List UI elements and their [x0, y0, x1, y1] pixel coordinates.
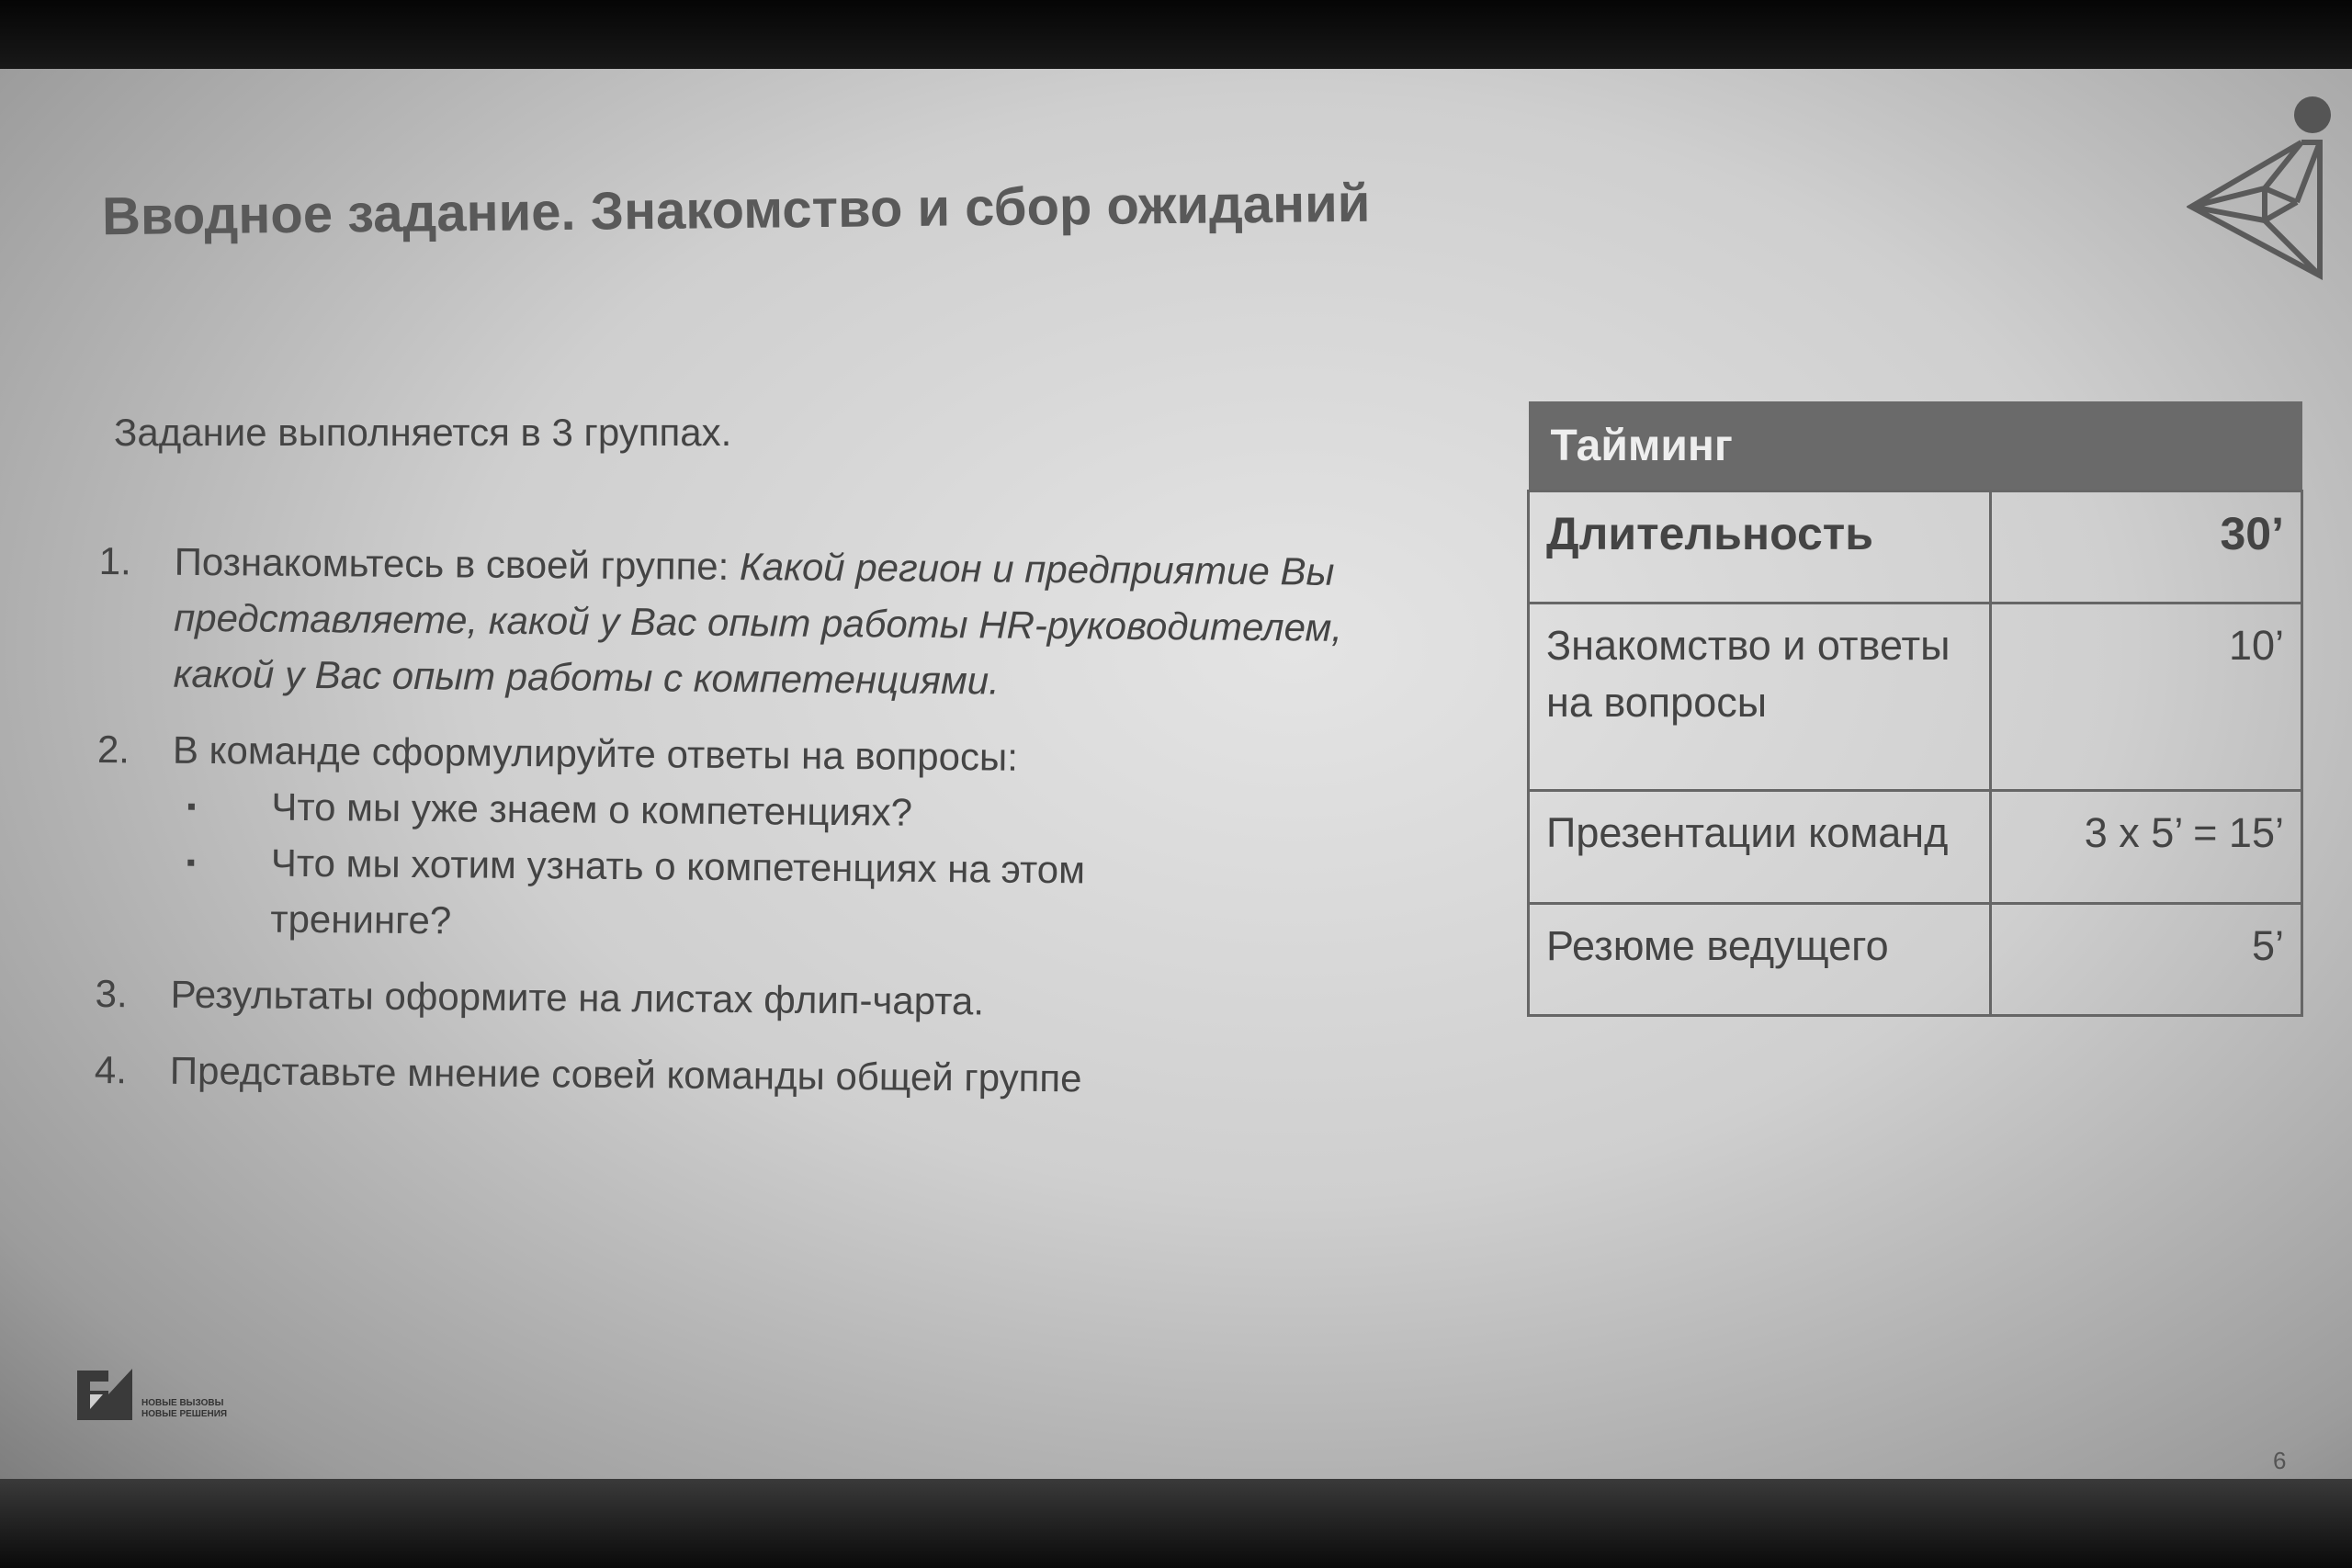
- item-number: 1.: [98, 538, 131, 583]
- row-label: Знакомство и ответы на вопросы: [1529, 604, 1991, 791]
- table-row: [1529, 491, 2302, 604]
- item-text: Результаты оформите на листах флип-чарта.: [170, 972, 985, 1023]
- page-number: 6: [2273, 1447, 2287, 1474]
- list-item: [95, 1042, 1399, 1109]
- list-item: [97, 533, 1404, 712]
- item-number: 2.: [96, 727, 130, 772]
- item-text-italic: Какой регион и предприятие Вы представляете, какой у Вас опыт работы HR-руководителем, какой у Вас опыт работы с компетенциями.: [173, 545, 1343, 703]
- timing-header: Тайминг: [1529, 401, 2302, 491]
- bullet-item: [187, 778, 1401, 845]
- bottom-dark-band: [0, 1479, 2352, 1568]
- pendant-decoration-icon: [2187, 92, 2334, 285]
- item-text: [173, 534, 1404, 713]
- row-value: 5’: [1991, 903, 2302, 1015]
- logo-line-1: НОВЫЕ ВЫЗОВЫ: [141, 1398, 224, 1408]
- item-number: 3.: [95, 971, 128, 1016]
- timing-table: [1527, 401, 2303, 1017]
- bullet-text: Что мы хотим узнать о компетенциях на этом тренинге?: [270, 840, 1086, 942]
- bullet-item: [186, 834, 1401, 957]
- bullet-text: Что мы уже знаем о компетенциях?: [271, 784, 913, 834]
- table-row: [1529, 791, 2302, 903]
- row-label: Резюме ведущего: [1529, 903, 1991, 1015]
- item-text: Представьте мнение совей команды общей группе: [169, 1048, 1082, 1100]
- logo-mark-icon: [77, 1369, 132, 1420]
- table-row: [1529, 903, 2302, 1015]
- row-value: 3 x 5’ = 15’: [1991, 791, 2302, 903]
- logo-line-2: НОВЫЕ РЕШЕНИЯ: [141, 1409, 228, 1419]
- company-logo: [77, 1369, 227, 1420]
- list-item: [95, 965, 1399, 1032]
- item-number: 4.: [94, 1047, 128, 1092]
- bullet-icon: ▪: [186, 847, 196, 876]
- intro-text: Задание выполняется в 3 группах.: [114, 411, 732, 454]
- item-text-plain: Познакомьтесь в своей группе:: [174, 539, 741, 589]
- item-text: В команде сформулируйте ответы на вопросы:: [172, 728, 1019, 779]
- row-label: Презентации команд: [1529, 791, 1991, 903]
- bullet-icon: ▪: [187, 791, 197, 820]
- row-label: Длительность: [1529, 491, 1991, 604]
- table-row: [1529, 604, 2302, 791]
- slide-title: Вводное задание. Знакомство и сбор ожиданий: [101, 173, 1371, 247]
- task-list: [94, 533, 1404, 1129]
- row-value: 10’: [1991, 604, 2302, 791]
- row-value: 30’: [1991, 491, 2302, 604]
- top-dark-band: [0, 0, 2352, 73]
